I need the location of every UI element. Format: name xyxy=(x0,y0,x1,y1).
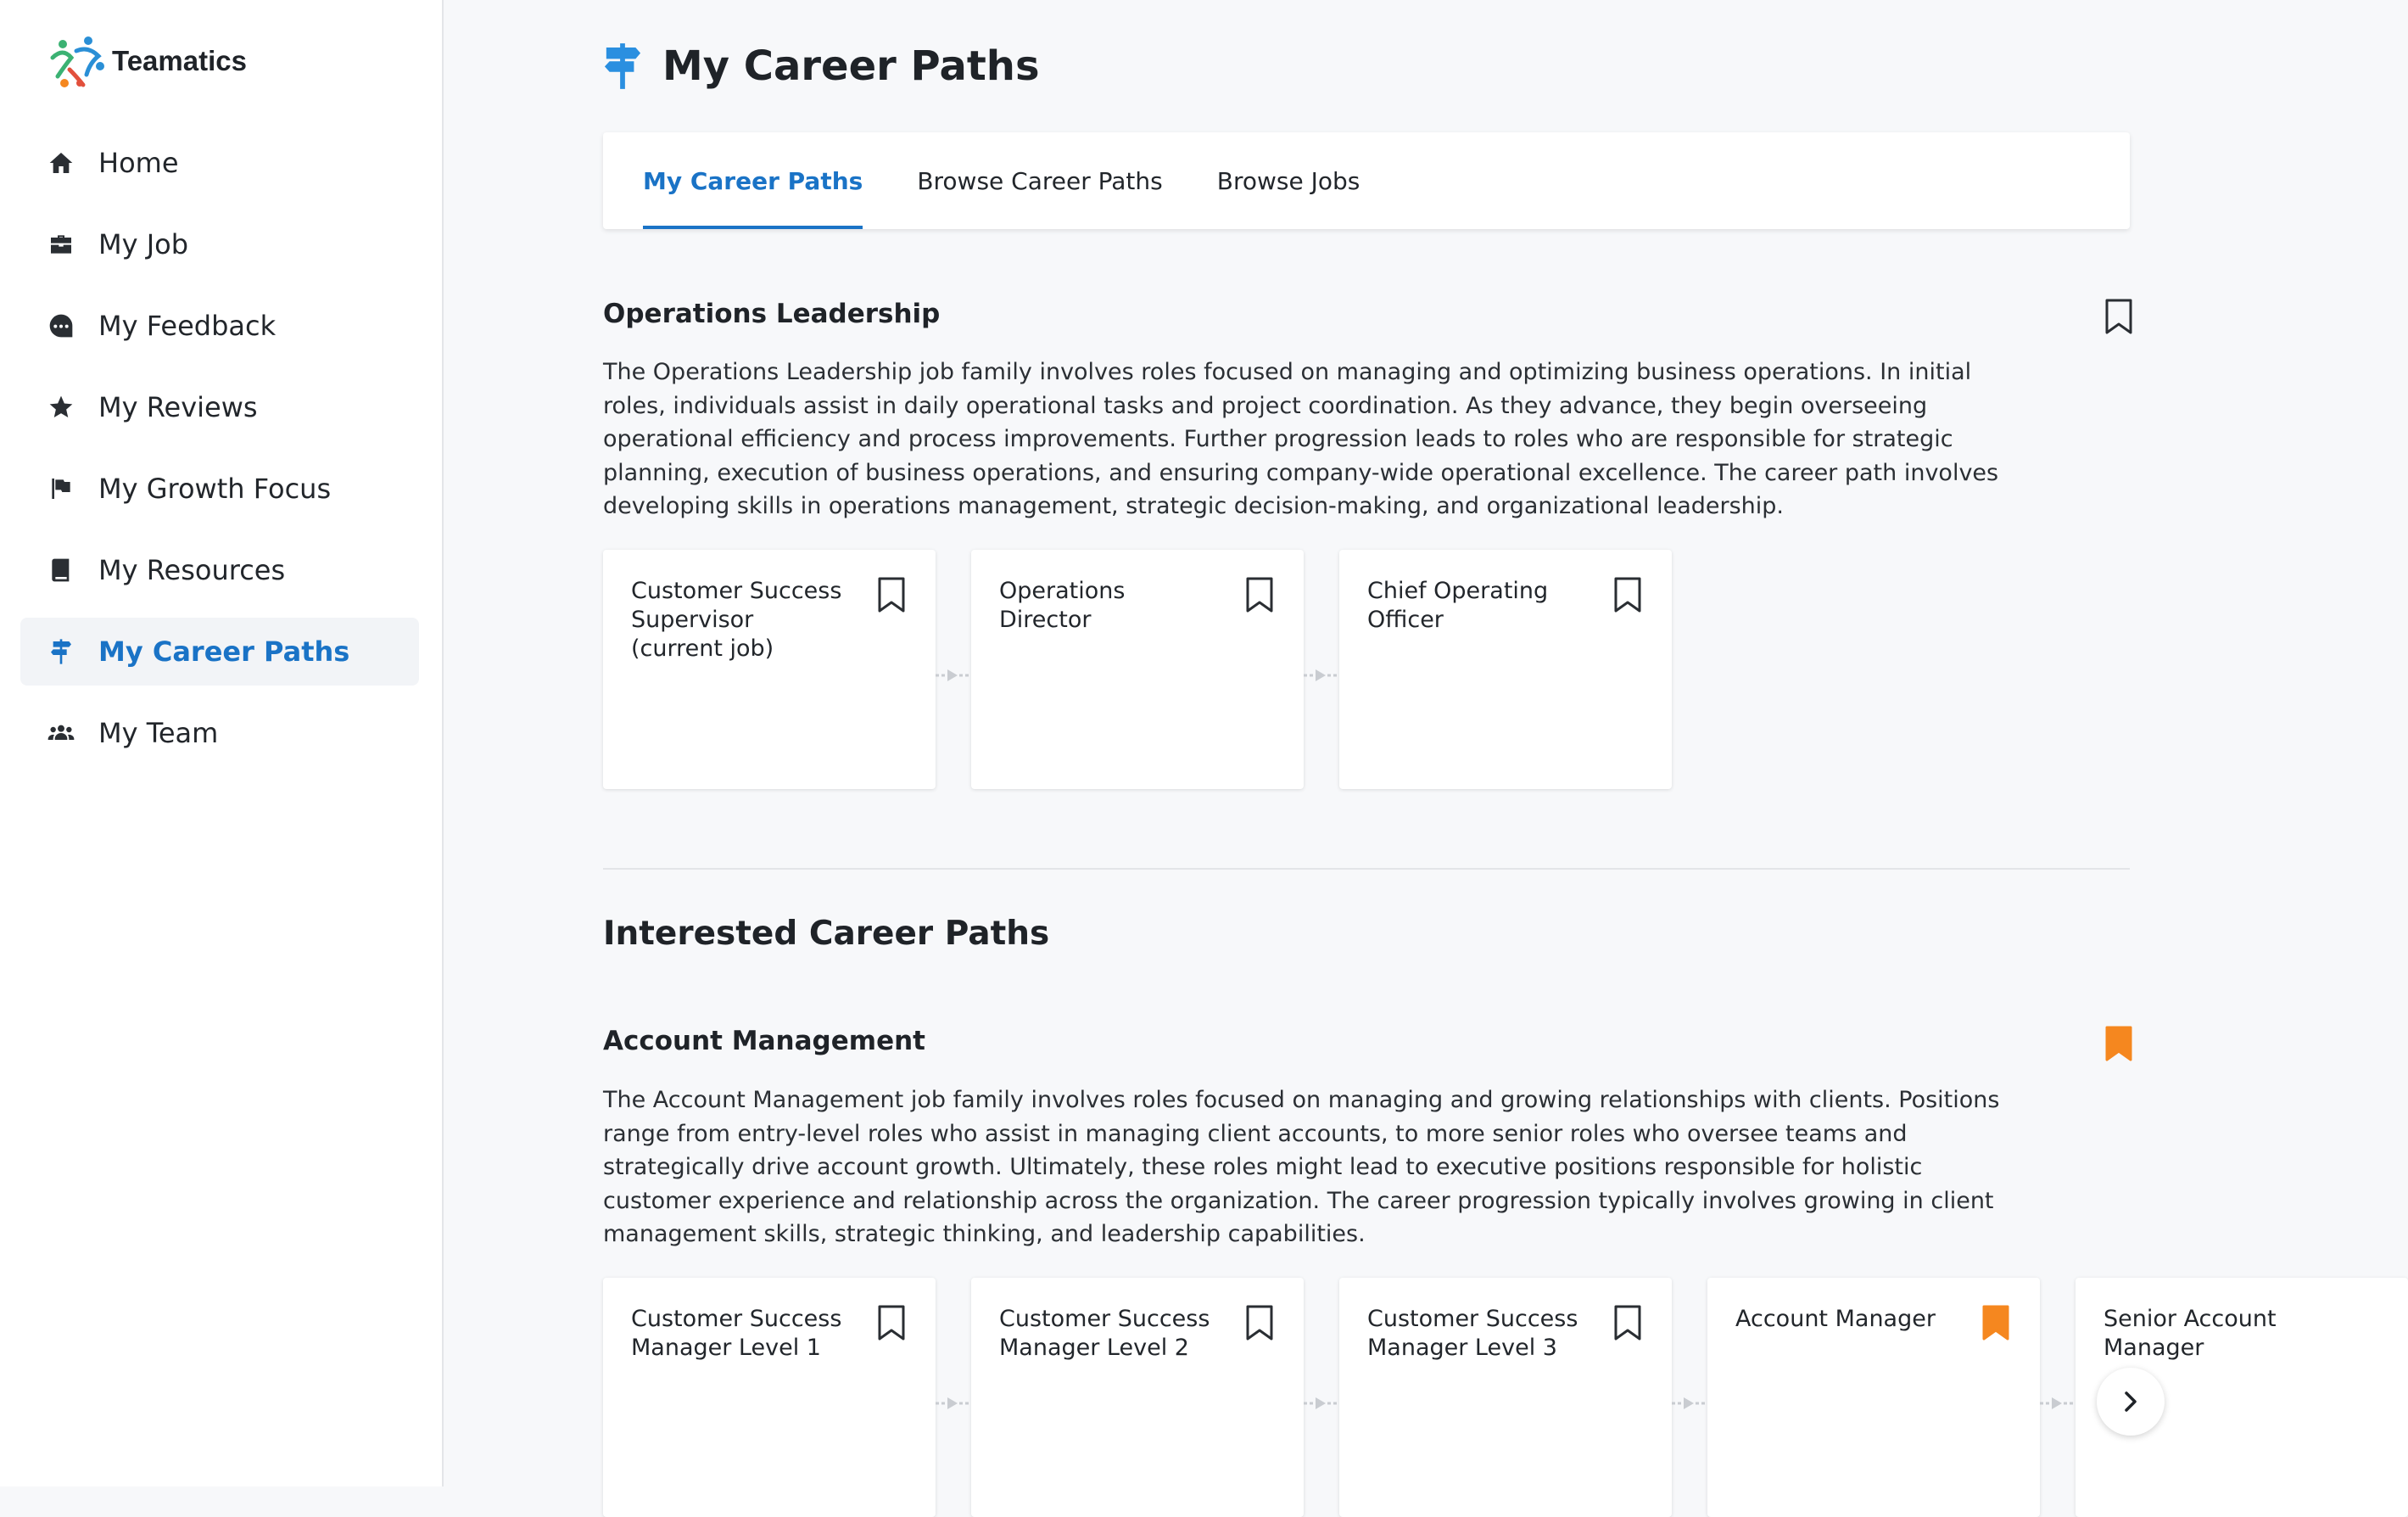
star-icon xyxy=(46,392,76,423)
career-path-title: Operations Leadership xyxy=(603,299,941,329)
tab-browse-jobs[interactable]: Browse Jobs xyxy=(1216,166,1360,195)
sidebar-item-my-growth-focus[interactable] xyxy=(20,455,419,523)
sidebar-item-label: My Career Paths xyxy=(98,635,350,668)
bookmark-icon[interactable] xyxy=(1244,1305,1275,1341)
job-title: Operations Director xyxy=(999,578,1126,633)
sidebar-item-label: My Job xyxy=(98,228,189,260)
bookmark-icon[interactable] xyxy=(2104,299,2134,334)
job-title: Customer Success Supervisor (current job) xyxy=(631,578,842,662)
sidebar-item-my-resources[interactable] xyxy=(20,536,419,604)
main-content xyxy=(445,0,2288,1486)
bookmark-icon[interactable] xyxy=(876,1305,907,1341)
team-icon xyxy=(46,718,76,748)
bookmark-filled-icon[interactable] xyxy=(2104,1026,2134,1061)
section-divider xyxy=(603,868,2130,870)
job-title: Customer Success Manager Level 1 xyxy=(631,1306,842,1361)
job-title: Customer Success Manager Level 2 xyxy=(999,1306,1210,1361)
path-arrow-icon xyxy=(1304,1397,1339,1410)
job-card[interactable] xyxy=(971,1278,1304,1517)
scroll-right-button[interactable] xyxy=(2097,1368,2165,1436)
sidebar-item-label: My Team xyxy=(98,717,219,749)
job-title: Account Manager xyxy=(1735,1306,1936,1332)
path-arrow-icon xyxy=(936,669,971,682)
job-card[interactable] xyxy=(1707,1278,2040,1517)
bookmark-filled-icon[interactable] xyxy=(1981,1305,2011,1341)
teamatics-logo-icon xyxy=(46,32,107,90)
job-title: Customer Success Manager Level 3 xyxy=(1367,1306,1578,1361)
career-path-title: Account Management xyxy=(603,1026,925,1056)
path-arrow-icon xyxy=(1672,1397,1707,1410)
app-name: Teamatics xyxy=(112,45,247,76)
path-arrow-icon xyxy=(936,1397,971,1410)
bookmark-icon[interactable] xyxy=(876,577,907,613)
sidebar-item-my-career-paths[interactable] xyxy=(20,618,419,686)
page-header xyxy=(603,41,1040,92)
tab-my-career-paths[interactable]: My Career Paths xyxy=(643,132,863,229)
book-icon xyxy=(46,555,76,585)
job-title: Chief Operating Officer xyxy=(1367,578,1549,633)
chevron-right-icon xyxy=(2119,1390,2143,1413)
page-title: My Career Paths xyxy=(662,42,1040,90)
career-path-jobs xyxy=(603,550,2130,796)
career-path-jobs xyxy=(603,1278,2277,1486)
bookmark-icon[interactable] xyxy=(1244,577,1275,613)
bookmark-icon[interactable] xyxy=(1612,1305,1643,1341)
briefcase-icon xyxy=(46,229,76,260)
signpost-icon xyxy=(46,636,76,667)
app-logo[interactable] xyxy=(46,32,247,90)
career-path-description: The Operations Leadership job family involves roles focused on managing and optimizing business operations. In initial roles, individuals assist in daily operational tasks and project coordination. As they advance, they begin overseeing operational efficiency and process improvements. Further progression leads to roles who are responsible for strategic planning, execution of business operations, and ensuring company-wide operational excellence. The career path involves developing skills in operations management, strategic decision-making, and organizational leadership. xyxy=(603,359,1999,519)
sidebar-item-label: My Growth Focus xyxy=(98,473,332,505)
job-card[interactable] xyxy=(1339,1278,1672,1517)
sidebar-item-label: My Feedback xyxy=(98,310,277,342)
sidebar-item-label: Home xyxy=(98,147,179,179)
tab-browse-career-paths[interactable]: Browse Career Paths xyxy=(917,166,1163,195)
job-card[interactable] xyxy=(1339,550,1672,789)
job-title: Senior Account Manager xyxy=(2104,1306,2277,1361)
sidebar-item-my-team[interactable] xyxy=(20,699,419,767)
path-arrow-icon xyxy=(1304,669,1339,682)
sidebar xyxy=(0,0,444,1486)
chat-bubble-icon xyxy=(46,311,76,341)
signpost-icon xyxy=(603,41,642,92)
career-path-description: The Account Management job family involves roles focused on managing and growing relationships with clients. Positions range from entry-level roles who assist in managing client accounts, to more senior roles who oversee teams and strategically drive account growth. Ultimately, these roles might lead to executive positions responsible for holistic customer experience and relationship across the organization. The career progression typically involves growing in client management skills, strategic thinking, and leadership capabilities. xyxy=(603,1087,2000,1247)
sidebar-item-my-reviews[interactable] xyxy=(20,373,419,441)
job-card[interactable] xyxy=(971,550,1304,789)
flag-icon xyxy=(46,473,76,504)
sidebar-item-my-job[interactable] xyxy=(20,210,419,278)
sidebar-item-home[interactable] xyxy=(20,129,419,197)
sidebar-item-label: My Resources xyxy=(98,554,286,586)
tab-bar xyxy=(603,132,2130,229)
sidebar-nav xyxy=(20,129,419,781)
sidebar-item-my-feedback[interactable] xyxy=(20,292,419,360)
job-card[interactable] xyxy=(603,550,936,789)
home-icon xyxy=(46,148,76,178)
section-title: Interested Career Paths xyxy=(603,915,1050,953)
path-arrow-icon xyxy=(2040,1397,2076,1410)
job-card[interactable] xyxy=(603,1278,936,1517)
sidebar-item-label: My Reviews xyxy=(98,391,258,423)
bookmark-icon[interactable] xyxy=(1612,577,1643,613)
